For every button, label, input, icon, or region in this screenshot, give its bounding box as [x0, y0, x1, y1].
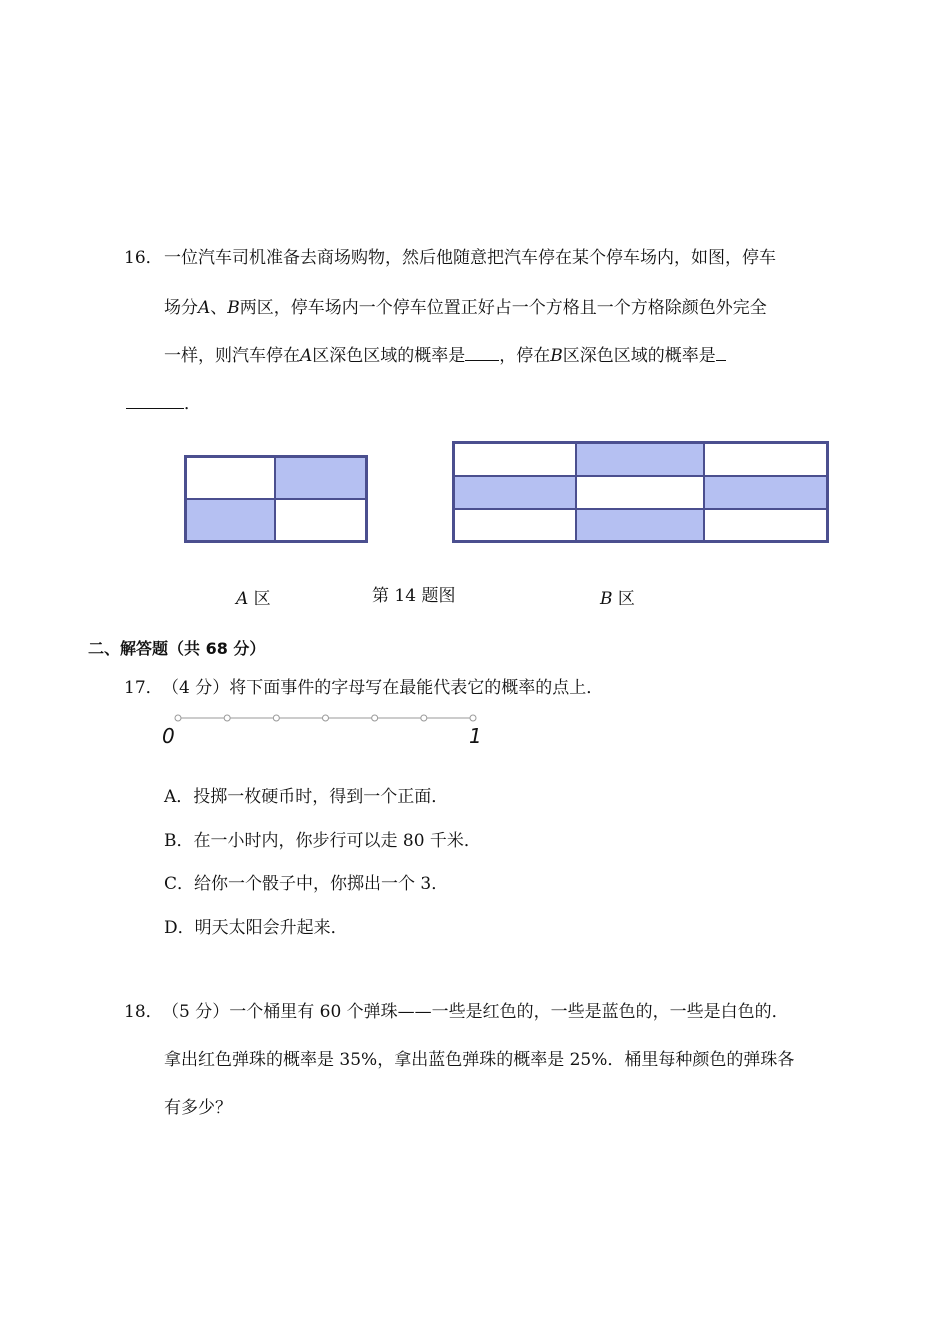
q16-number: 16．	[124, 248, 163, 268]
parking-space-dark	[576, 509, 704, 541]
q17-option-c: C．给你一个骰子中，你掷出一个 3．	[164, 874, 449, 894]
q17-option-d: D．明天太阳会升起来．	[164, 918, 348, 938]
q16-line3: 一样，则汽车停在A区深色区域的概率是 ，停在B区深色区域的概率是	[164, 344, 726, 368]
q16-line2: 场分A、B两区，停车场内一个停车位置正好占一个方格且一个方格除颜色外完全	[164, 298, 767, 318]
q18-number: 18．	[124, 1002, 163, 1022]
zone-a-grid	[184, 455, 368, 543]
q16-line4: ．	[126, 392, 201, 416]
number-line-point[interactable]	[273, 715, 279, 721]
number-line-point[interactable]	[470, 715, 476, 721]
answer-blank-a[interactable]	[465, 344, 499, 361]
parking-space-light	[576, 476, 704, 509]
q17-option-a: A．投掷一枚硬币时，得到一个正面．	[164, 787, 449, 807]
section-title: 二、解答题（共 68 分）	[88, 639, 266, 658]
parking-space-dark	[704, 476, 827, 509]
q18-line2: 拿出红色弹珠的概率是 35%，拿出蓝色弹珠的概率是 25%．桶里每种颜色的弹珠各	[164, 1050, 795, 1070]
number-line-point[interactable]	[175, 715, 181, 721]
number-line-start: 0	[162, 724, 175, 748]
number-line-end: 1	[469, 724, 482, 748]
q17-option-b: B．在一小时内，你步行可以走 80 千米．	[164, 831, 481, 851]
q17-text: （4 分）将下面事件的字母写在最能代表它的概率的点上．	[162, 678, 604, 698]
parking-space-light	[275, 499, 366, 541]
answer-blank-b-start[interactable]	[716, 344, 726, 361]
zone-b-label: B 区	[600, 589, 635, 609]
zone-b-grid	[452, 441, 829, 543]
figure-caption: 第 14 题图	[372, 586, 456, 606]
q16-line1: 一位汽车司机准备去商场购物，然后他随意把汽车停在某个停车场内，如图，停车	[164, 248, 776, 268]
number-line-point[interactable]	[372, 715, 378, 721]
parking-space-dark	[186, 499, 275, 541]
parking-space-light	[454, 509, 576, 541]
parking-space-light	[704, 443, 827, 476]
parking-space-dark	[454, 476, 576, 509]
number-line-point[interactable]	[323, 715, 329, 721]
parking-space-dark	[275, 457, 366, 499]
parking-space-dark	[576, 443, 704, 476]
zone-a-label: A 区	[236, 589, 271, 609]
q18-line3: 有多少？	[164, 1098, 232, 1118]
number-line	[160, 708, 500, 754]
q18-line1: （5 分）一个桶里有 60 个弹珠——一些是红色的，一些是蓝色的，一些是白色的．	[162, 1002, 789, 1022]
parking-space-light	[186, 457, 275, 499]
answer-blank-b[interactable]	[126, 392, 184, 409]
number-line-point[interactable]	[421, 715, 427, 721]
q17-number: 17．	[124, 678, 163, 698]
parking-space-light	[704, 509, 827, 541]
number-line-point[interactable]	[224, 715, 230, 721]
parking-space-light	[454, 443, 576, 476]
